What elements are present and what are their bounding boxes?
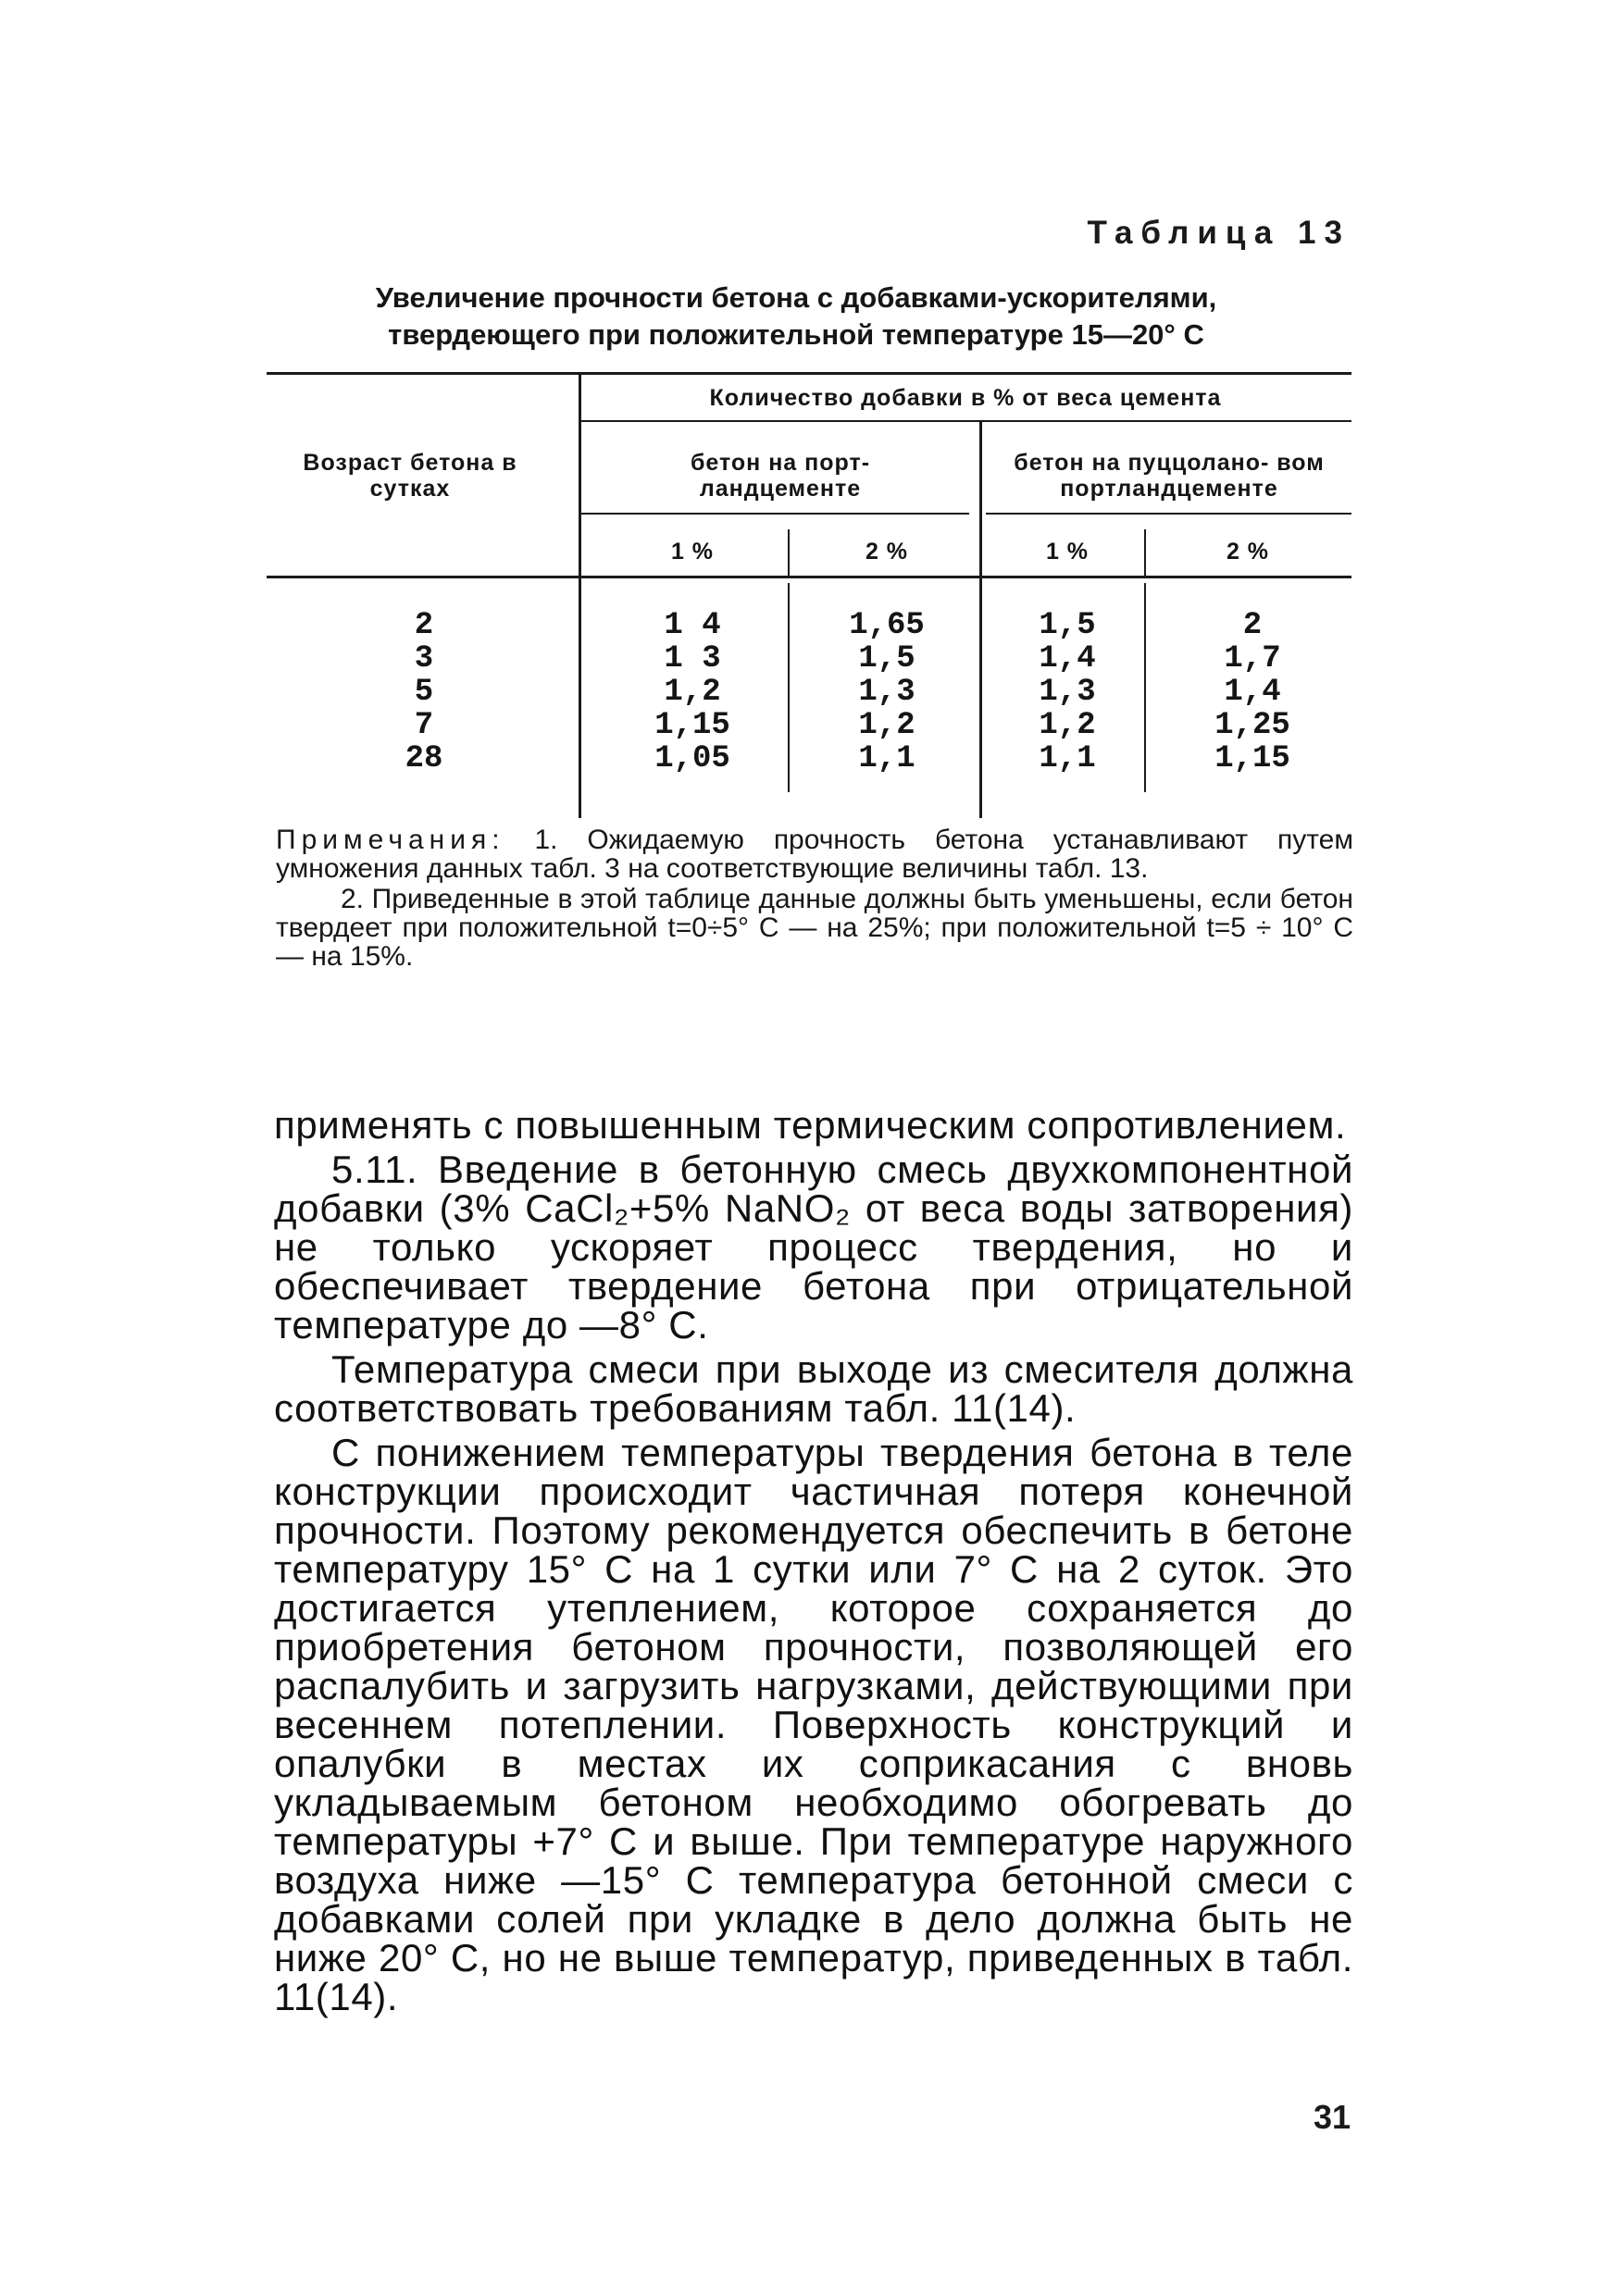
value-cell: 1,5 xyxy=(858,641,915,676)
age-cell: 28 xyxy=(405,741,443,776)
column-pozzolanic-1pct xyxy=(998,609,1137,776)
notes-label: Примечания: xyxy=(276,825,505,855)
header-pozzolanic-1pct: 1 % xyxy=(1045,539,1090,565)
portland-pct-divider-body xyxy=(788,583,790,792)
pozzolanic-pct-divider xyxy=(1144,529,1146,577)
column-portland-1pct xyxy=(618,609,766,776)
table-title-line-2: твердеющего при положительной температуре 15—20° С xyxy=(388,318,1204,351)
table-top-rule xyxy=(267,372,1351,375)
age-cell: 5 xyxy=(414,675,434,710)
table-notes xyxy=(276,825,1353,971)
header-portland: бетон на порт- ландцементе xyxy=(690,450,871,502)
value-cell: 1,1 xyxy=(1039,741,1096,776)
value-cell: 1,4 xyxy=(1039,641,1096,676)
age-cell: 2 xyxy=(414,608,434,643)
note-1-text: 1. Ожидаемую прочность бетона устанавливают путем умножения данных табл. 3 на соответствующие величины табл. 13. xyxy=(276,825,1353,884)
age-cell: 7 xyxy=(414,708,434,743)
header-pozzolanic: бетон на пуццолано- вом портландцементе xyxy=(1014,450,1325,502)
value-cell: 1 4 xyxy=(664,608,721,643)
note-1 xyxy=(276,825,1353,883)
paragraph: применять с повышенным термическим сопротивлением. xyxy=(274,1103,1347,1147)
paragraph: 5.11. Введение в бетонную смесь двухкомпонентной добавки (3% CaCl₂+5% NaNO₂ от веса воды затворения) не только ускоряет процесс твердения, но и обеспечивает твердение бетона при отрицательной температуре до —8° С. xyxy=(274,1148,1353,1347)
value-cell: 1,2 xyxy=(858,708,915,743)
column-portland-2pct xyxy=(813,609,961,776)
table-title xyxy=(241,279,1351,354)
column-age xyxy=(355,609,493,776)
header-portland-2pct: 2 % xyxy=(865,539,909,565)
header-portland-1pct: 1 % xyxy=(670,539,715,565)
value-cell: 1,1 xyxy=(858,741,915,776)
value-cell: 2 xyxy=(1242,608,1263,643)
age-column-divider xyxy=(579,372,581,818)
table-label: Таблица 13 xyxy=(1087,215,1351,251)
portland-pct-divider xyxy=(788,529,790,577)
value-cell: 1,3 xyxy=(858,675,915,710)
column-pozzolanic-2pct xyxy=(1174,609,1331,776)
value-cell: 1,3 xyxy=(1039,675,1096,710)
header-rule-portland xyxy=(579,513,969,515)
paragraph: С понижением температуры твердения бетона в теле конструкции происходит частичная потеря конечной прочности. Поэтому рекомендуется обеспечить в бетоне температуру 15° С на 1 сутки или 7° С на 2 суток. Это достигается утеплением, которое сохраняется до приобретения бетоном прочности, позволяющей его распалубить и загрузить нагрузками, действующими при весеннем потеплении. Поверхность конструкций и опалубки в местах их соприкасания с вновь укладываемым бетоном необходимо обогревать до температуры +7° С и выше. При температуре наружного воздуха ниже —15° С температура бетонной смеси с добавками солей при укладке в дело должна быть не ниже 20° С, но не выше температур, приведенных в табл. 11(14). xyxy=(274,1431,1353,2018)
header-bottom-rule xyxy=(267,576,1351,578)
value-cell: 1,2 xyxy=(1039,708,1096,743)
value-cell: 1,05 xyxy=(654,741,730,776)
value-cell: 1,4 xyxy=(1224,675,1281,710)
note-2: 2. Приведенные в этой таблице данные должны быть уменьшены, если бетон твердеет при положительной t=0÷5° С — на 25%; при положительной t=5 ÷ 10° С — на 15%. xyxy=(276,884,1353,972)
body-text xyxy=(274,1103,1353,2022)
pozzolanic-pct-divider-body xyxy=(1144,583,1146,792)
header-amount: Количество добавки в % от веса цемента xyxy=(709,385,1222,411)
value-cell: 1,25 xyxy=(1214,708,1290,743)
value-cell: 1,65 xyxy=(849,608,925,643)
paragraph: Температура смеси при выходе из смесителя должна соответствовать требованиям табл. 11(14). xyxy=(274,1347,1353,1430)
age-cell: 3 xyxy=(414,641,434,676)
value-cell: 1,15 xyxy=(654,708,730,743)
value-cell: 1 3 xyxy=(664,641,721,676)
header-rule-amount xyxy=(579,420,1351,422)
data-table xyxy=(267,372,1351,818)
header-pozzolanic-2pct: 2 % xyxy=(1226,539,1270,565)
value-cell: 1,2 xyxy=(664,675,721,710)
group-divider xyxy=(979,420,982,818)
header-age: Возраст бетона в сутках xyxy=(303,450,517,502)
header-rule-pozzolanic xyxy=(986,513,1351,515)
page-number: 31 xyxy=(1313,2098,1351,2136)
value-cell: 1,15 xyxy=(1214,741,1290,776)
value-cell: 1,5 xyxy=(1039,608,1096,643)
value-cell: 1,7 xyxy=(1224,641,1281,676)
table-title-line-1: Увеличение прочности бетона с добавками-ускорителями, xyxy=(375,281,1217,314)
